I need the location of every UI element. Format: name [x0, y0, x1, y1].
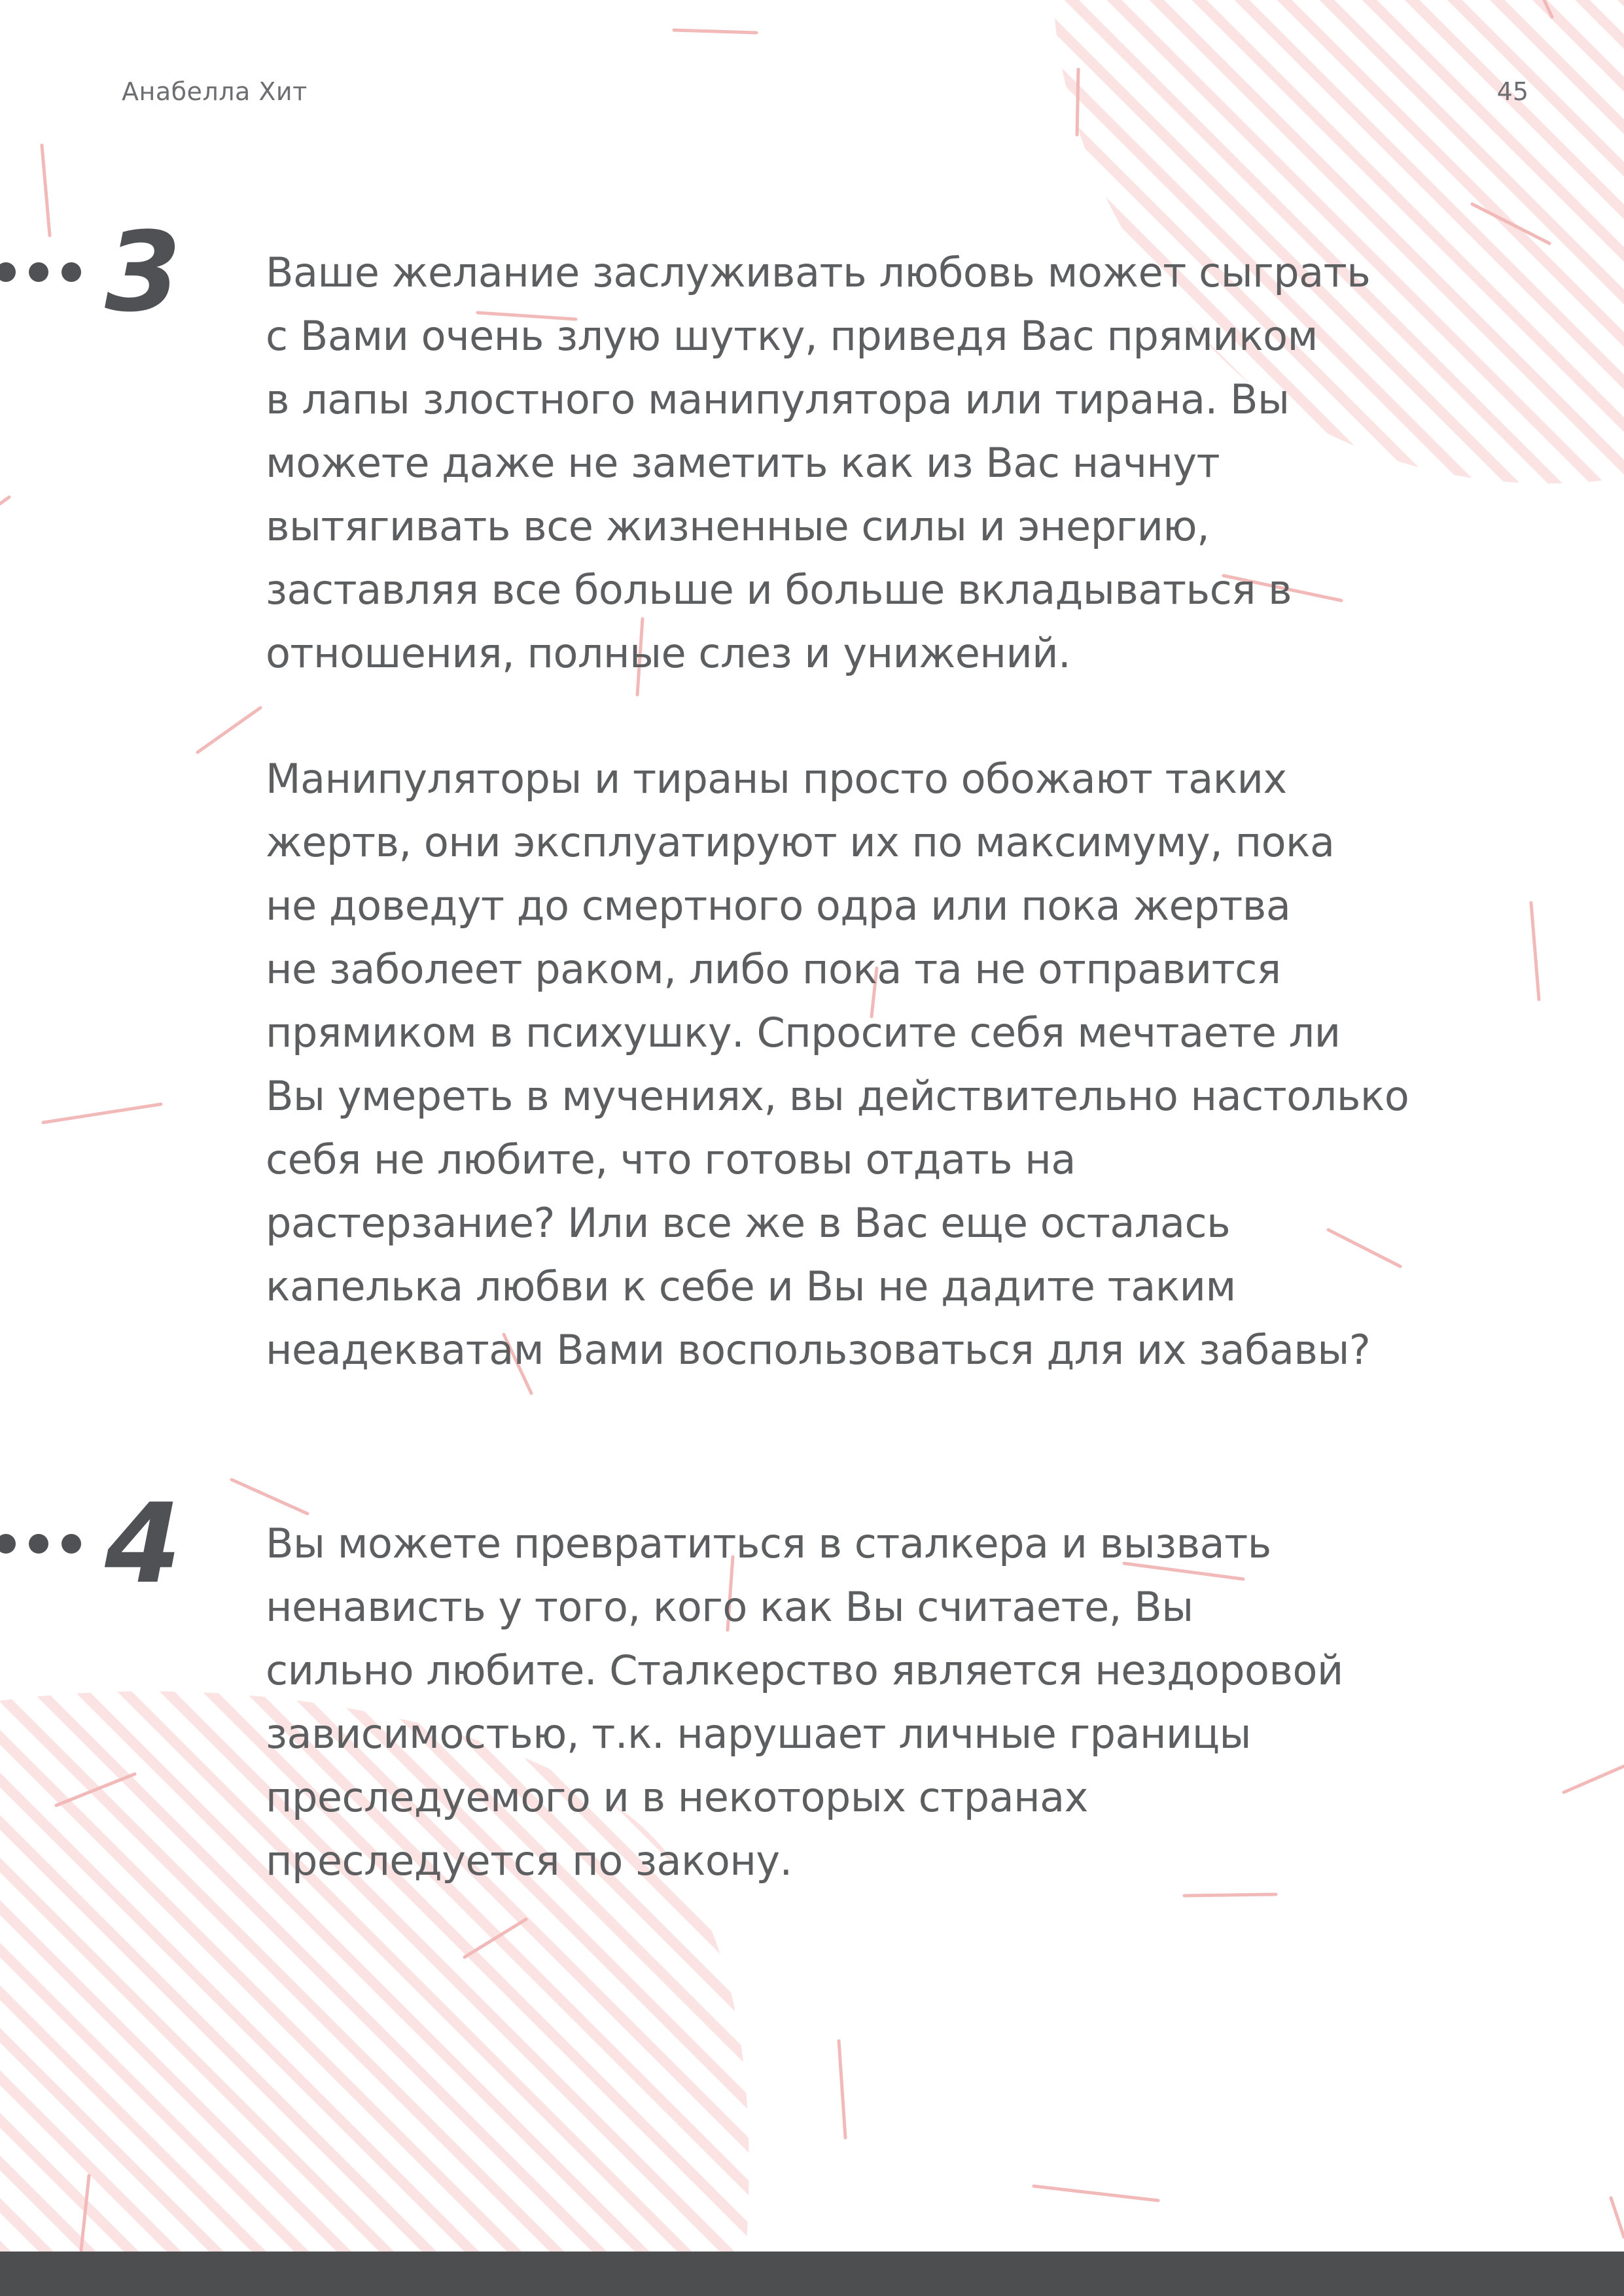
paragraph: Вы можете превратиться в сталкера и вызвать ненависть у того, кого как Вы считаете, Вы сильно любите. Сталкерство является нездоровой зависимостью, т.к. нарушает личные границы преследуемого и в некоторых странах преследуется по закону.: [266, 1520, 1343, 1885]
page-number: 45: [1496, 77, 1528, 106]
marker-dot: [62, 262, 81, 282]
paragraph: Ваше желание заслуживать любовь может сыграть с Вами очень злую шутку, приведя Вас прямиком в лапы злостного манипулятора или тирана. Вы можете даже не заметить как из Вас начнут вытягивать все жизненные силы и энергию, заставляя все больше и больше вкладываться в отношения, полные слез и унижений.: [266, 249, 1371, 677]
footer-bar: [0, 2252, 1624, 2296]
section-number: 4: [105, 1480, 181, 1608]
section-marker-3: [0, 208, 181, 336]
marker-dots: [0, 1534, 81, 1554]
marker-dot: [0, 262, 16, 282]
marker-dot: [62, 1534, 81, 1554]
section-number: 3: [105, 208, 181, 336]
marker-dot: [29, 1534, 48, 1554]
marker-dots: [0, 262, 81, 282]
paragraph: Манипуляторы и тираны просто обожают таких жертв, они эксплуатируют их по максимуму, пока не доведут до смертного одра или пока жертва не заболеет раком, либо пока та не отправится прямиком в психушку. Спросите себя мечтаете ли Вы умереть в мучениях, вы действительно настолько себя не любите, что готовы отдать на растерзание? Или все же в Вас еще осталась капелька любви к себе и Вы не дадите таким неадекватам Вами воспользоваться для их забавы?: [266, 755, 1409, 1374]
marker-dot: [29, 262, 48, 282]
section-marker-4: [0, 1480, 181, 1608]
header-author: Анабелла Хит: [122, 77, 308, 106]
marker-dot: [0, 1534, 16, 1554]
